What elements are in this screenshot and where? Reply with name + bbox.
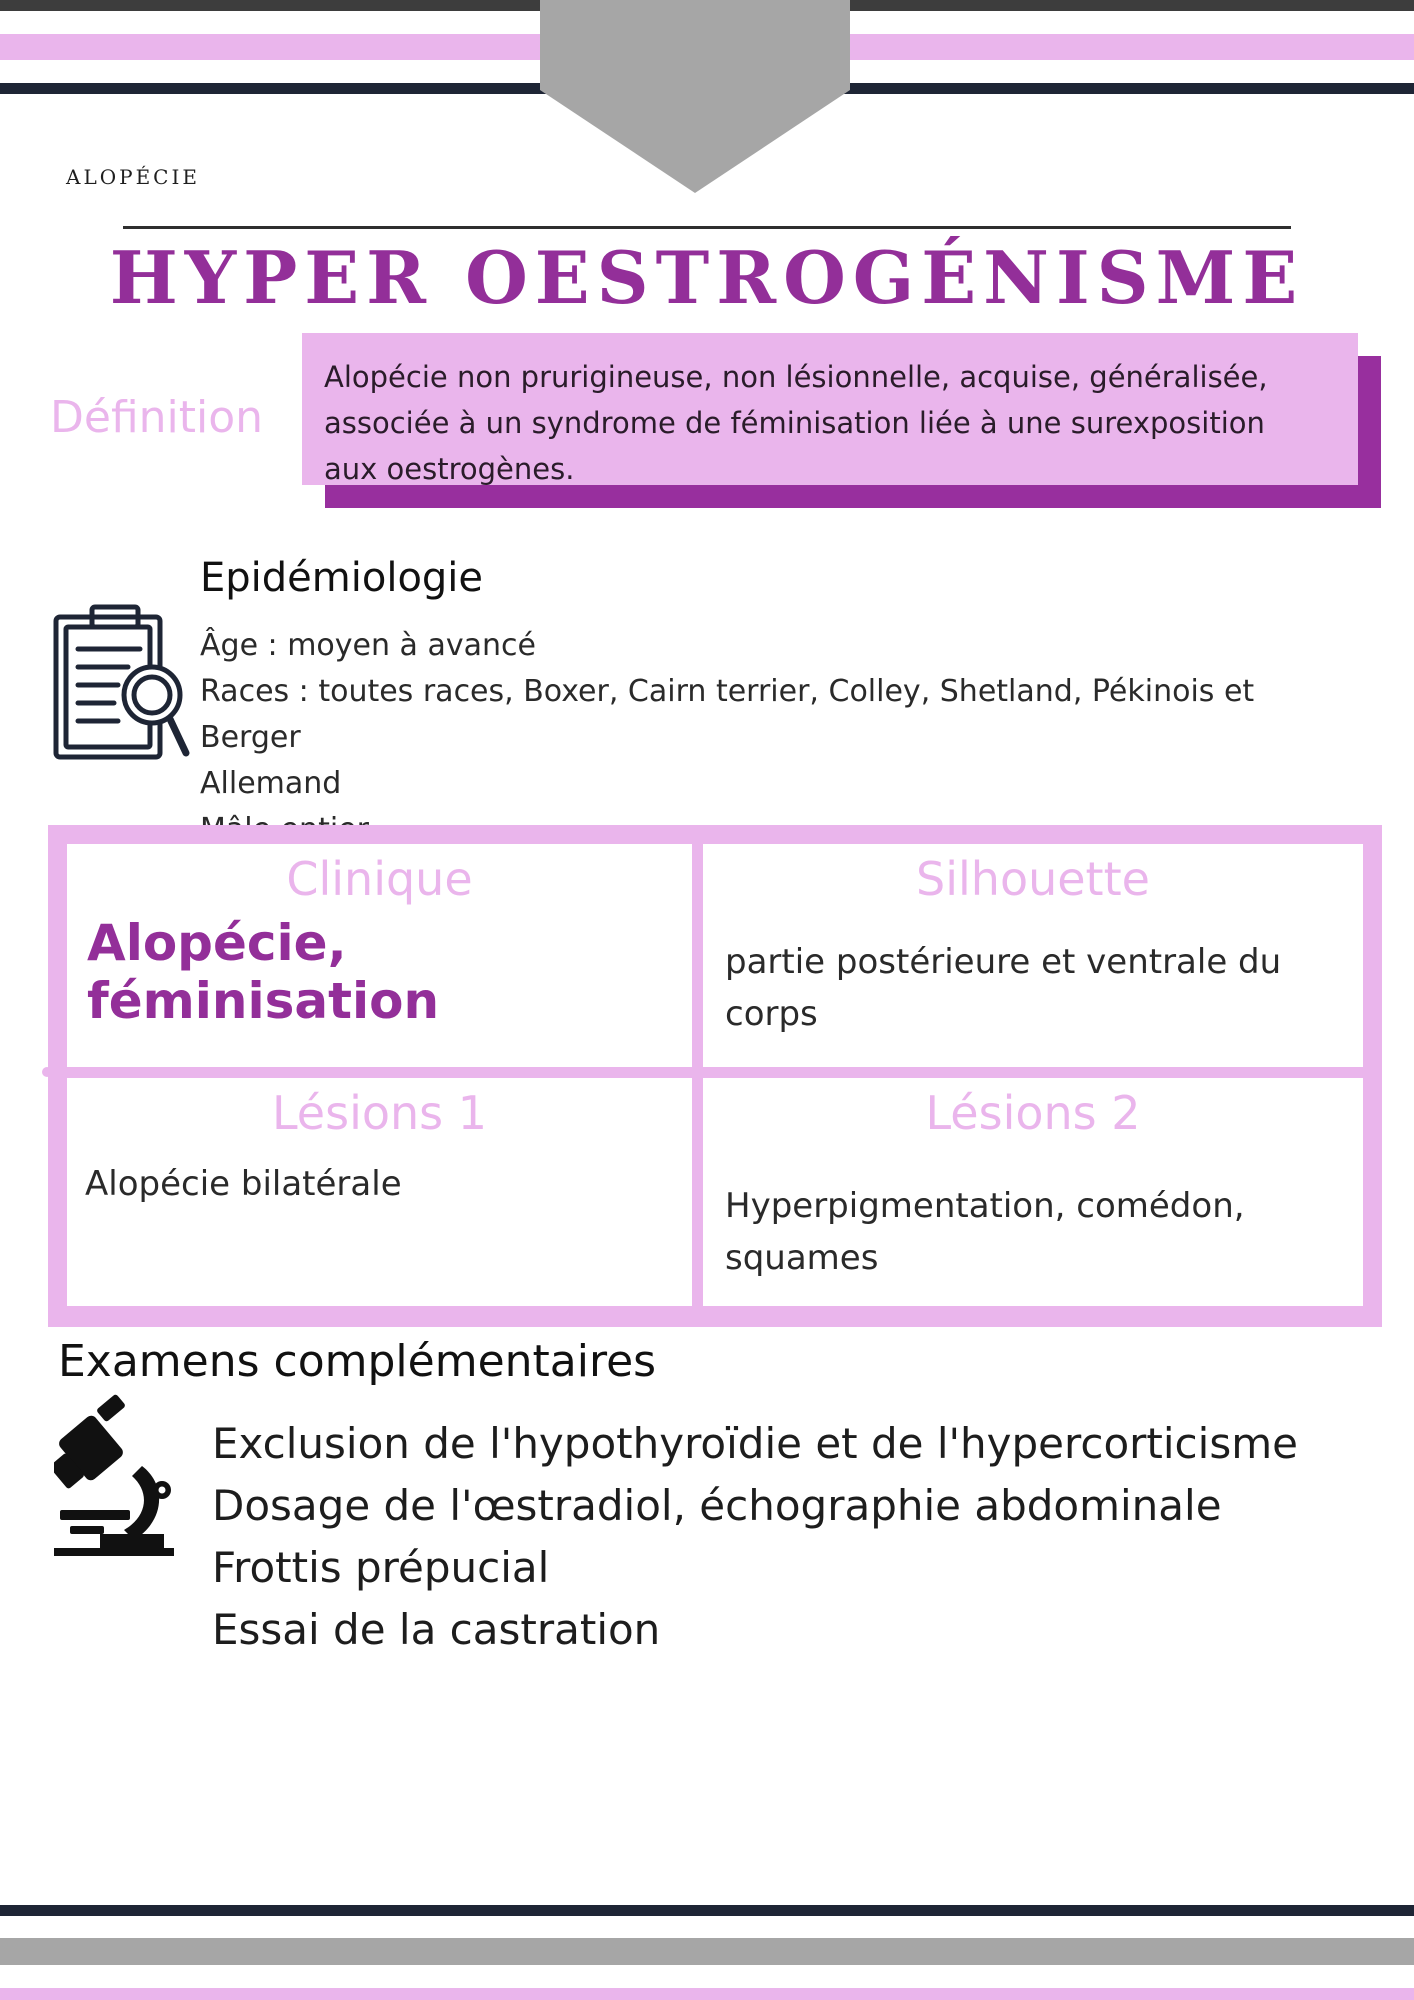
chevron-banner	[540, 0, 850, 195]
cell-heading: Lésions 2	[925, 1086, 1141, 1140]
lesions-2-text	[725, 1180, 1245, 1284]
cell-clinique	[67, 844, 692, 1067]
epidemiology-list	[200, 623, 1350, 853]
text-line: Hyperpigmentation, comédon,	[725, 1186, 1245, 1226]
list-item: Allemand	[200, 766, 342, 801]
cell-heading: Clinique	[286, 852, 473, 906]
cell-heading: Lésions 1	[271, 1086, 488, 1140]
lesions-1-text	[85, 1158, 402, 1210]
bottom-stripe-navy	[0, 1905, 1414, 1916]
definition-line: associée à un syndrome de féminisation liée à une surexposition	[324, 406, 1265, 440]
info-grid	[48, 825, 1382, 1327]
silhouette-text	[725, 936, 1281, 1040]
list-item: Essai de la castration	[212, 1605, 661, 1654]
bottom-stripe-pink	[0, 1988, 1414, 2000]
exams-title: Examens complémentaires	[58, 1336, 657, 1387]
epidemiology-title: Epidémiologie	[200, 555, 484, 601]
text-line: partie postérieure et ventrale du	[725, 942, 1282, 982]
list-item: Frottis prépucial	[212, 1543, 550, 1592]
list-item: Âge : moyen à avancé	[200, 628, 536, 663]
bottom-stripe-grey	[0, 1938, 1414, 1965]
text-line: squames	[725, 1238, 879, 1278]
cell-lesions-1	[67, 1078, 692, 1306]
microscope-icon	[54, 1392, 174, 1558]
title-divider	[123, 226, 1291, 229]
page-title: HYPER OESTROGÉNISME	[109, 235, 1305, 320]
list-item: Races : toutes races, Boxer, Cairn terrier, Colley, Shetland, Pékinois et Berger	[200, 674, 1255, 755]
definition-line: Alopécie non prurigineuse, non lésionnelle, acquise, généralisée,	[324, 360, 1268, 394]
text-line: corps	[725, 994, 818, 1034]
category-label: ALOPÉCIE	[66, 165, 200, 189]
list-item: Exclusion de l'hypothyroïdie et de l'hypercorticisme	[212, 1419, 1298, 1468]
exams-list	[212, 1413, 1298, 1661]
text-line: Alopécie bilatérale	[85, 1164, 402, 1204]
clinique-value: Alopécie, féminisation	[87, 914, 440, 1030]
definition-label: Définition	[50, 392, 264, 443]
cell-heading: Silhouette	[916, 852, 1150, 906]
clipboard-search-icon	[52, 603, 192, 763]
list-item: Dosage de l'œstradiol, échographie abdominale	[212, 1481, 1222, 1530]
cell-lesions-2	[703, 1078, 1363, 1306]
definition-line: aux oestrogènes.	[324, 452, 575, 486]
cell-silhouette	[703, 844, 1363, 1067]
definition-box	[302, 333, 1358, 485]
